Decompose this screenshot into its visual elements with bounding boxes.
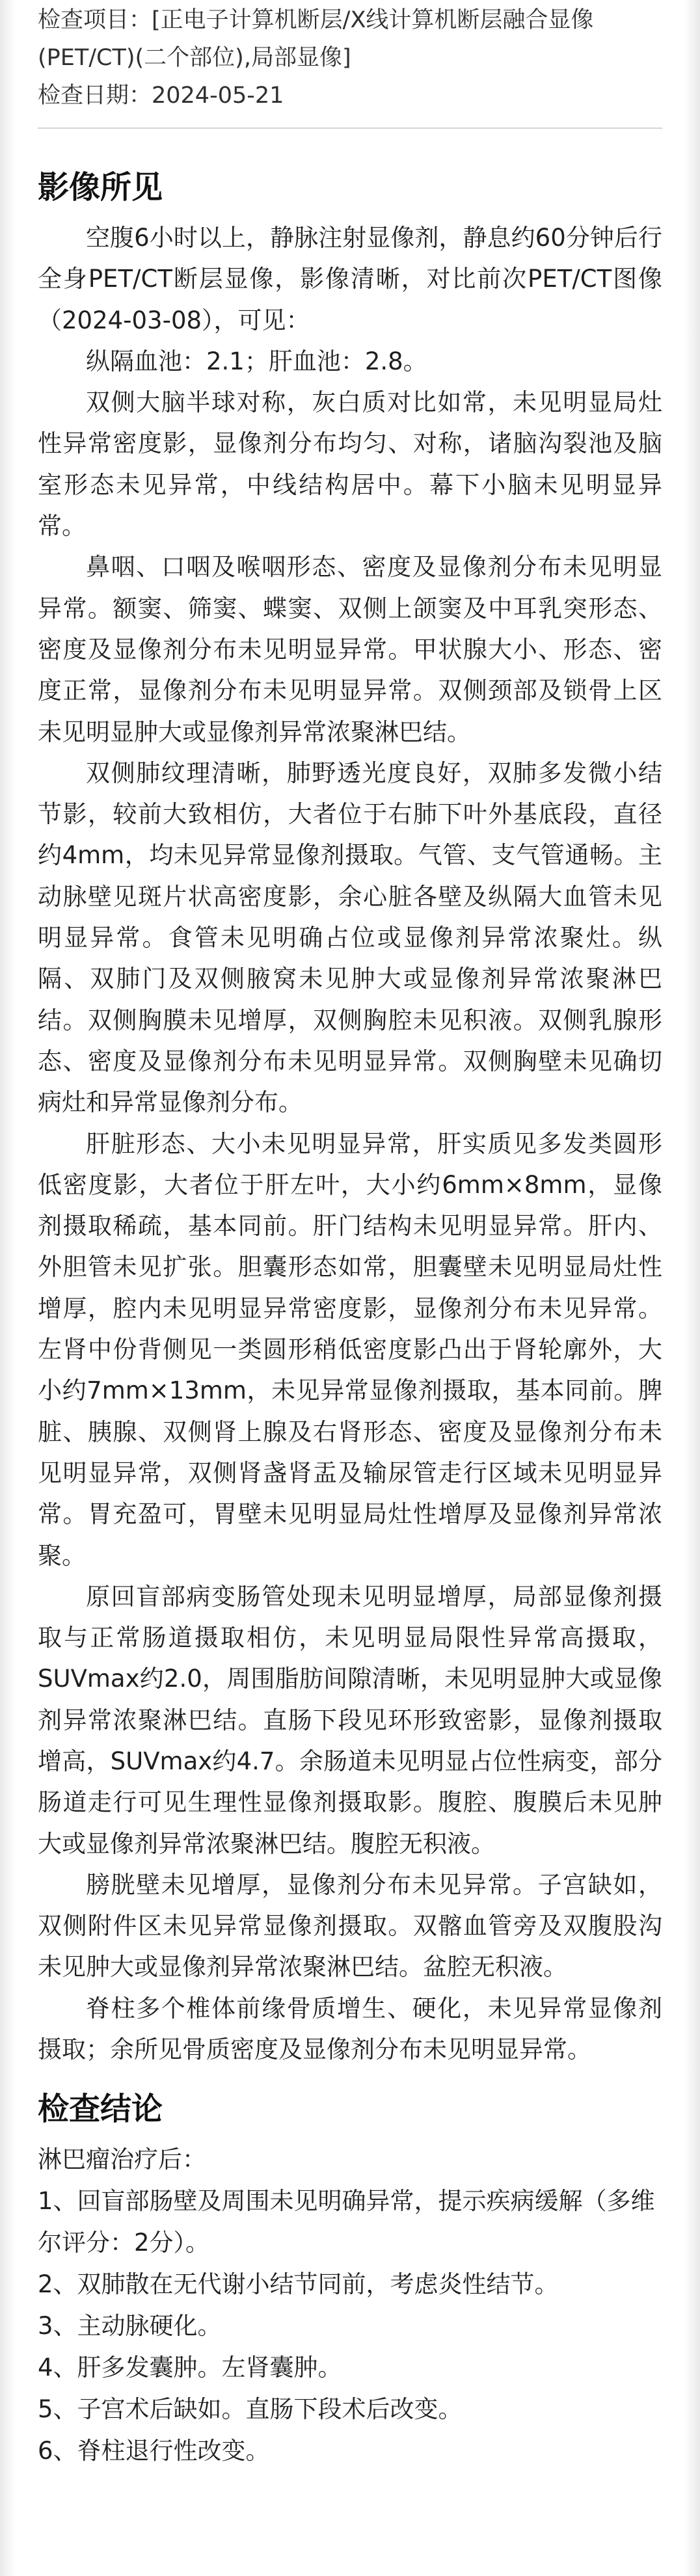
conclusion-item: 6、脊柱退行性改变。 — [38, 2437, 270, 2465]
conclusion-item: 2、双肺散在无代谢小结节同前，考虑炎性结节。 — [38, 2270, 559, 2299]
findings-paragraph: 肝脏形态、大小未见明显异常，肝实质见多发类圆形低密度影，大者位于肝左叶，大小约6mm×8mm，显像剂摄取稀疏，基本同前。肝门结构未见明显异常。肝内、外胆管未见扩张。胆囊形态如常，胆囊壁未见明显局灶性增厚，腔内未见明显异常密度影，显像剂分布未见异常。左肾中份背侧见一类圆形稍低密度影凸出于肾轮廓外，大小约7mm×13mm，未见异常显像剂摄取，基本同前。脾脏、胰腺、双侧肾上腺及右肾形态、密度及显像剂分布未见明显异常，双侧肾盏肾盂及输尿管走行区域未见明显异常。胃充盈可，胃壁未见明显局灶性增厚及显像剂异常浓聚。 — [38, 1129, 662, 1570]
findings-paragraph: 鼻咽、口咽及喉咽形态、密度及显像剂分布未见明显异常。额窦、筛窦、蝶窦、双侧上颌窦及中耳乳突形态、密度及显像剂分布未见明显异常。甲状腺大小、形态、密度正常，显像剂分布未见明显异常。双侧颈部及锁骨上区未见明显肿大或显像剂异常浓聚淋巴结。 — [38, 553, 662, 746]
findings-title: 影像所见 — [38, 169, 163, 206]
exam-date: 检查日期：2024-05-21 — [38, 83, 284, 109]
conclusion-item: 1、回盲部肠壁及周围未见明确异常，提示疾病缓解（多维尔评分：2分）。 — [38, 2187, 655, 2257]
findings-body — [38, 217, 662, 2070]
findings-paragraph: 双侧大脑半球对称，灰白质对比如常，未见明显局灶性异常密度影，显像剂分布均匀、对称，诸脑沟裂池及脑室形态未见异常，中线结构居中。幕下小脑未见明显异常。 — [38, 388, 662, 541]
findings-paragraph: 膀胱壁未见增厚，显像剂分布未见异常。子宫缺如，双侧附件区未见异常显像剂摄取。双髂血管旁及双腹股沟未见肿大或显像剂异常浓聚淋巴结。盆腔无积液。 — [38, 1870, 662, 1981]
page-left-shadow — [0, 0, 16, 2576]
conclusion-body — [38, 2139, 662, 2472]
page-right-shadow — [684, 0, 700, 2576]
divider — [38, 127, 662, 129]
exam-item-continued: (PET/CT)(二个部位),局部显像] — [38, 45, 351, 71]
conclusion-title: 检查结论 — [38, 2091, 163, 2128]
conclusion-intro: 淋巴瘤治疗后： — [38, 2145, 206, 2174]
conclusion-item: 3、主动脉硬化。 — [38, 2312, 222, 2341]
conclusion-item: 4、肝多发囊肿。左肾囊肿。 — [38, 2354, 342, 2382]
findings-paragraph: 双侧肺纹理清晰，肺野透光度良好，双肺多发微小结节影，较前大致相仿，大者位于右肺下叶外基底段，直径约4mm，均未见异常显像剂摄取。气管、支气管通畅。主动脉壁见斑片状高密度影，余心脏各壁及纵隔大血管未见明显异常。食管未见明确占位或显像剂异常浓聚灶。纵隔、双肺门及双侧腋窝未见肿大或显像剂异常浓聚淋巴结。双侧胸膜未见增厚，双侧胸腔未见积液。双侧乳腺形态、密度及显像剂分布未见明显异常。双侧胸壁未见确切病灶和异常显像剂分布。 — [38, 758, 662, 1117]
exam-item: 检查项目：[正电子计算机断层/X线计算机断层融合显像 — [38, 7, 594, 33]
findings-paragraph: 原回盲部病变肠管处现未见明显增厚，局部显像剂摄取与正常肠道摄取相仿，未见明显局限性异常高摄取，SUVmax约2.0，周围脂肪间隙清晰，未见明显肿大或显像剂异常浓聚淋巴结。直肠下段见环形致密影，显像剂摄取增高，SUVmax约4.7。余肠道未见明显占位性病变，部分肠道走行可见生理性显像剂摄取影。腹腔、腹膜后未见肿大或显像剂异常浓聚淋巴结。腹腔无积液。 — [38, 1582, 662, 1858]
findings-paragraph: 脊柱多个椎体前缘骨质增生、硬化，未见异常显像剂摄取；余所见骨质密度及显像剂分布未见明显异常。 — [38, 1994, 662, 2064]
findings-paragraph: 纵隔血池：2.1；肝血池：2.8。 — [86, 347, 427, 375]
exam-meta — [38, 0, 662, 114]
conclusion-item: 5、子宫术后缺如。直肠下段术后改变。 — [38, 2395, 463, 2424]
findings-paragraph: 空腹6小时以上，静脉注射显像剂，静息约60分钟后行全身PET/CT断层显像，影像清晰，对比前次PET/CT图像（2024-03-08），可见： — [38, 224, 662, 334]
